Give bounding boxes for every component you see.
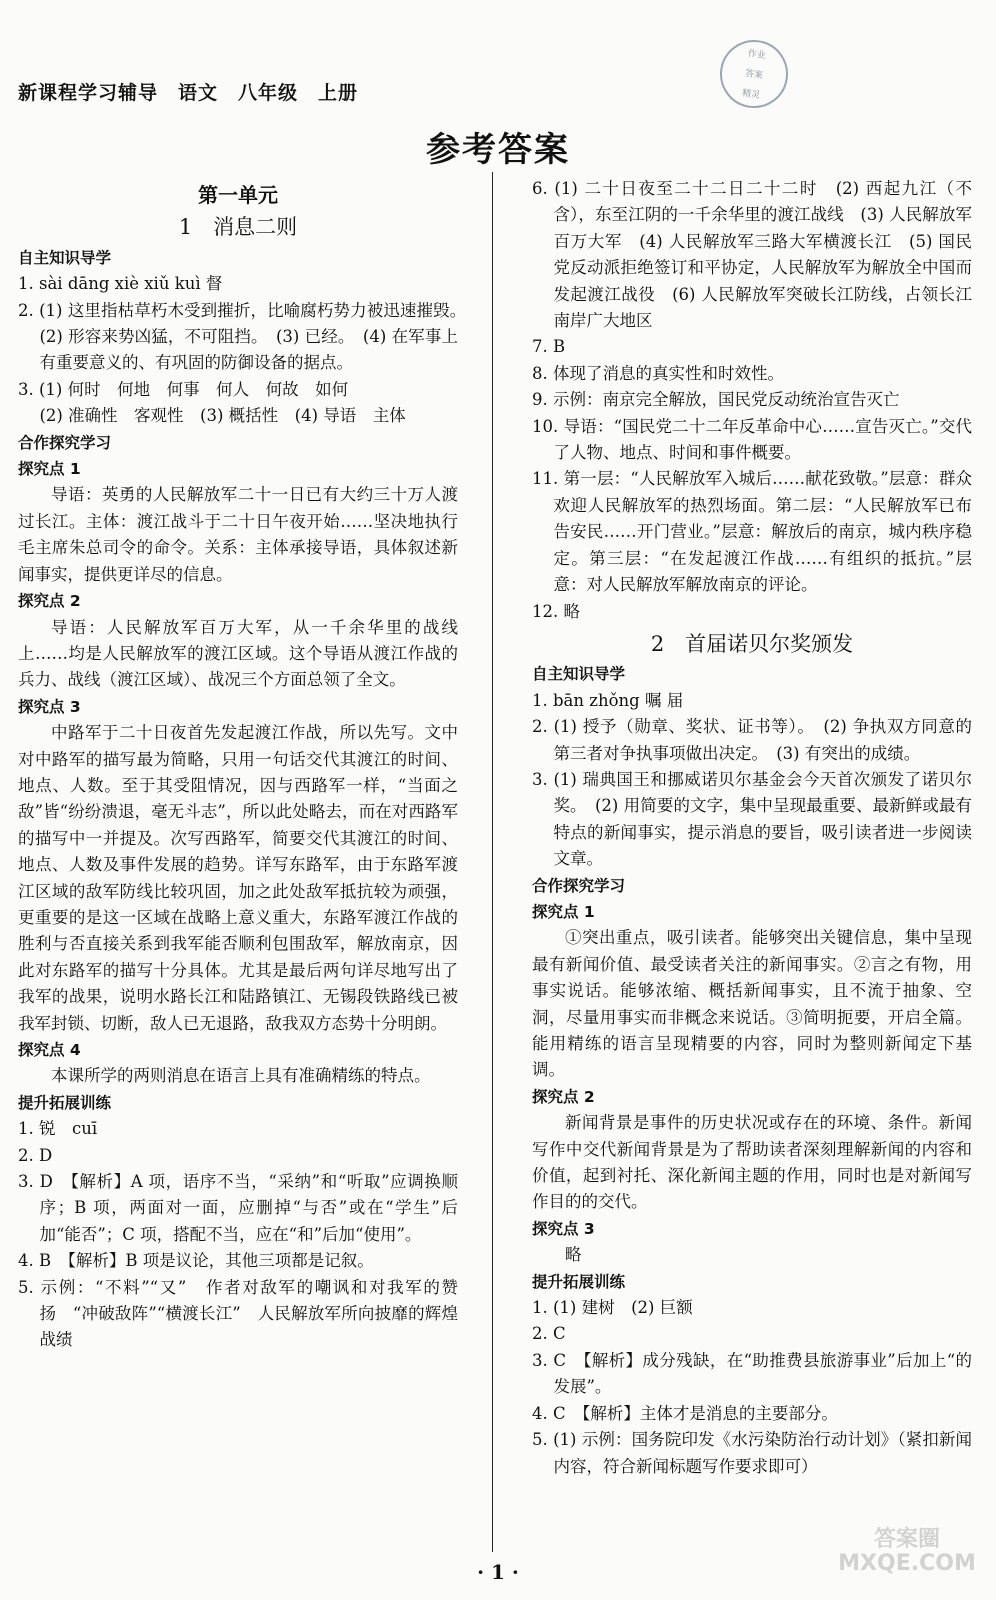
stamp-line-2: 答案 (744, 68, 764, 82)
lesson-2-title: 2 首届诺贝尔奖颁发 (650, 631, 854, 656)
l1-e3: 3. D 【解析】A 项，语序不当，“采纳”和“听取”应调换顺序；B 项，两面对一面，应删掉“与否”或在“学生”后加“能否”；C 项，搭配不当，应在“和”后加“使用”。 (18, 1172, 458, 1244)
l1-q1: 1. sài dāng xiè xiǔ kuì 督 (18, 274, 223, 294)
stamp-line-1: 作业 (747, 48, 767, 62)
l2-e3: 3. C 【解析】成分残缺，在“助推费县旅游事业”后加上“的发展”。 (532, 1350, 972, 1397)
l1-point-1-label: 探究点 1 (18, 460, 81, 479)
book-header: 新课程学习辅导 语文 八年级 上册 (18, 82, 359, 104)
l1-e11: 11. 第一层：“人民解放军入城后……献花致敬。”层意：群众欢迎人民解放军的热烈场面。第二层：“人民解放军已布告安民……开门营业。”层意：解放后的南京，城内秩序稳定。第三层：“在发起渡江作战……有组织的抵抗。”层意：对人民解放军解放南京的评论。 (532, 469, 972, 595)
l1-point-4-label: 探究点 4 (18, 1041, 81, 1059)
l1-point-2-label: 探究点 2 (18, 592, 81, 611)
l1-e10: 10. 导语：“国民党二十二年反革命中心……宣告灭亡。”交代了人物、地点、时间和事件概要。 (532, 416, 972, 463)
l1-q2: 2. (1) 这里指枯草朽木受到摧折，比喻腐朽势力被迅速摧毁。 (2) 形容来势凶猛，不可阻挡。 (3) 已经。 (4) 在军事上有重要意义的、有巩固的防御设备的据点。 (18, 300, 475, 373)
l1-e7: 7. B (532, 337, 566, 357)
column-divider (492, 172, 493, 1552)
l2-section-extension: 提升拓展训练 (532, 1272, 626, 1291)
stamp-logo (716, 36, 793, 113)
left-column (18, 176, 475, 1354)
l1-point-1: 导语：英勇的人民解放军二十一日已有大约三十万人渡过长江。主体：渡江战斗于二十日午夜开始……坚决地执行毛主席朱总司令的命令。关系：主体承接导语，具体叙述新闻事实，提供更详尽的信息。 (18, 485, 458, 584)
l1-point-3: 中路军于二十日夜首先发起渡江作战，所以先写。文中对中路军的描写最为简略，只用一句话交代其渡江的时间、地点、人数。至于其受阻情况，因与西路军一样，“当面之敌”皆“纷纷溃退，毫无斗志”，所以此处略去，而在对西路军的描写中一并提及。次写西路军，简要交代其渡江的时间、地点、人数及事件发展的趋势。详写东路军，由于东路军渡江区域的敌军防线比较巩固，加之此处敌军抵抗较为顽强，更重要的是这一区域在战略上意义重大，东路军渡江作战的胜利与否直接关系到我军能否顺利包围敌军，解放南京，因此对东路军的描写十分具体。尤其是最后两句详尽地写出了我军的战果，说明水路长江和陆路镇江、无锡段铁路线已被我军封锁、切断，敌人已无退路，敌我双方态势十分明朗。 (18, 723, 458, 1033)
section-self-study: 自主知识导学 (18, 248, 112, 267)
l1-point-4: 本课所学的两则消息在语言上具有准确精练的特点。 (51, 1066, 431, 1086)
l1-e12: 12. 略 (532, 601, 580, 621)
lesson-1-title: 1 消息二则 (178, 215, 298, 240)
l1-e4: 4. B 【解析】B 项是议论，其他三项都是记叙。 (18, 1251, 374, 1271)
l2-point-1-label: 探究点 1 (532, 902, 595, 921)
l1-point-3-label: 探究点 3 (18, 697, 81, 716)
l1-point-2: 导语：人民解放军百万大军，从一千余华里的战线上……均是人民解放军的渡江区域。这个导语从渡江作战的兵力、战线（渡江区域）、战况三个方面总领了全文。 (18, 617, 458, 690)
l2-e5: 5. (1) 示例：国务院印发《水污染防治行动计划》（紧扣新闻内容，符合新闻标题写作要求即可） (532, 1430, 972, 1476)
l2-q3: 3. (1) 瑞典国王和挪威诺贝尔基金会今天首次颁发了诺贝尔奖。 (2) 用简要的文字，集中呈现最重要、最新鲜或最有特点的新闻事实，提示消息的要旨，吸引读者进一步阅读文章。 (532, 769, 972, 869)
l2-e4: 4. C 【解析】主体才是消息的主要部分。 (532, 1403, 838, 1423)
watermark-line-2: MXQE.COM (838, 1551, 976, 1576)
l1-e1: 1. 锐 cuī (18, 1119, 98, 1139)
l1-e2: 2. D (18, 1145, 53, 1165)
l2-point-1: ①突出重点，吸引读者。能够突出关键信息，集中呈现最有新闻价值、最受读者关注的新闻事实。②言之有物，用事实说话。能够浓缩、概括新闻事实，且不流于抽象、空洞，尽量用事实而非概念来说话。③简明扼要，开启全篇。能用精练的语言呈现精要的内容，同时为整则新闻定下基调。 (532, 928, 972, 1080)
l1-q3b: (2) 准确性 客观性 (3) 概括性 (4) 导语 主体 (39, 406, 406, 426)
l1-e5: 5. 示例：“不料”“又” 作者对敌军的嘲讽和对我军的赞扬 “冲破敌阵”“横渡长江” 人民解放军所向披靡的辉煌战绩 (18, 1277, 458, 1350)
unit-title: 第一单元 (198, 183, 278, 207)
section-extension: 提升拓展训练 (18, 1093, 112, 1112)
l1-e8: 8. 体现了消息的真实性和时效性。 (532, 363, 784, 383)
l2-section-self-study: 自主知识导学 (532, 665, 626, 684)
l2-e2: 2. C (532, 1324, 566, 1344)
l2-point-3: 略 (565, 1245, 582, 1265)
l2-e1: 1. (1) 建树 (2) 巨额 (532, 1298, 693, 1318)
l2-point-2: 新闻背景是事件的历史状况或存在的环境、条件。新闻写作中交代新闻背景是为了帮助读者深刻理解新闻的内容和价值，起到衬托、深化新闻主题的作用，同时也是对新闻写作目的的交代。 (532, 1113, 972, 1212)
stamp-line-3: 精灵 (741, 88, 761, 101)
l2-point-3-label: 探究点 3 (532, 1219, 595, 1238)
l2-q2: 2. (1) 授予（勋章、奖状、证书等）。 (2) 争执双方同意的第三者对争执事项做出决定。 (3) 有突出的成绩。 (532, 717, 972, 763)
l2-q1: 1. bān zhǒng 嘱 届 (532, 690, 684, 710)
page-title: 参考答案 (426, 130, 570, 170)
l1-e9: 9. 示例：南京完全解放，国民党反动统治宣告灭亡 (532, 390, 900, 410)
section-cooperative: 合作探究学习 (18, 433, 112, 452)
l1-e6: 6. (1) 二十日夜至二十二日二十二时 (2) 西起九江（不含），东至江阴的一千余华里的渡江战线 (3) 人民解放军百万大军 (4) 人民解放军三路大军横渡长江 (5) 国民党反动派拒绝签订和平协定，人民解放军为解放全中国而发起渡江战役 (6) 人民解放军突破长江防线，占领长江南岸广大地区 (532, 179, 972, 331)
watermark-line-1: 答案圈 (873, 1527, 940, 1552)
l1-q3a: 3. (1) 何时 何地 何事 何人 何故 如何 (18, 379, 349, 399)
l2-point-2-label: 探究点 2 (532, 1087, 595, 1106)
watermark-logo (832, 1528, 982, 1588)
right-column (532, 176, 972, 1480)
l2-section-cooperative: 合作探究学习 (532, 876, 626, 895)
page-number: · 1 · (477, 1560, 519, 1584)
